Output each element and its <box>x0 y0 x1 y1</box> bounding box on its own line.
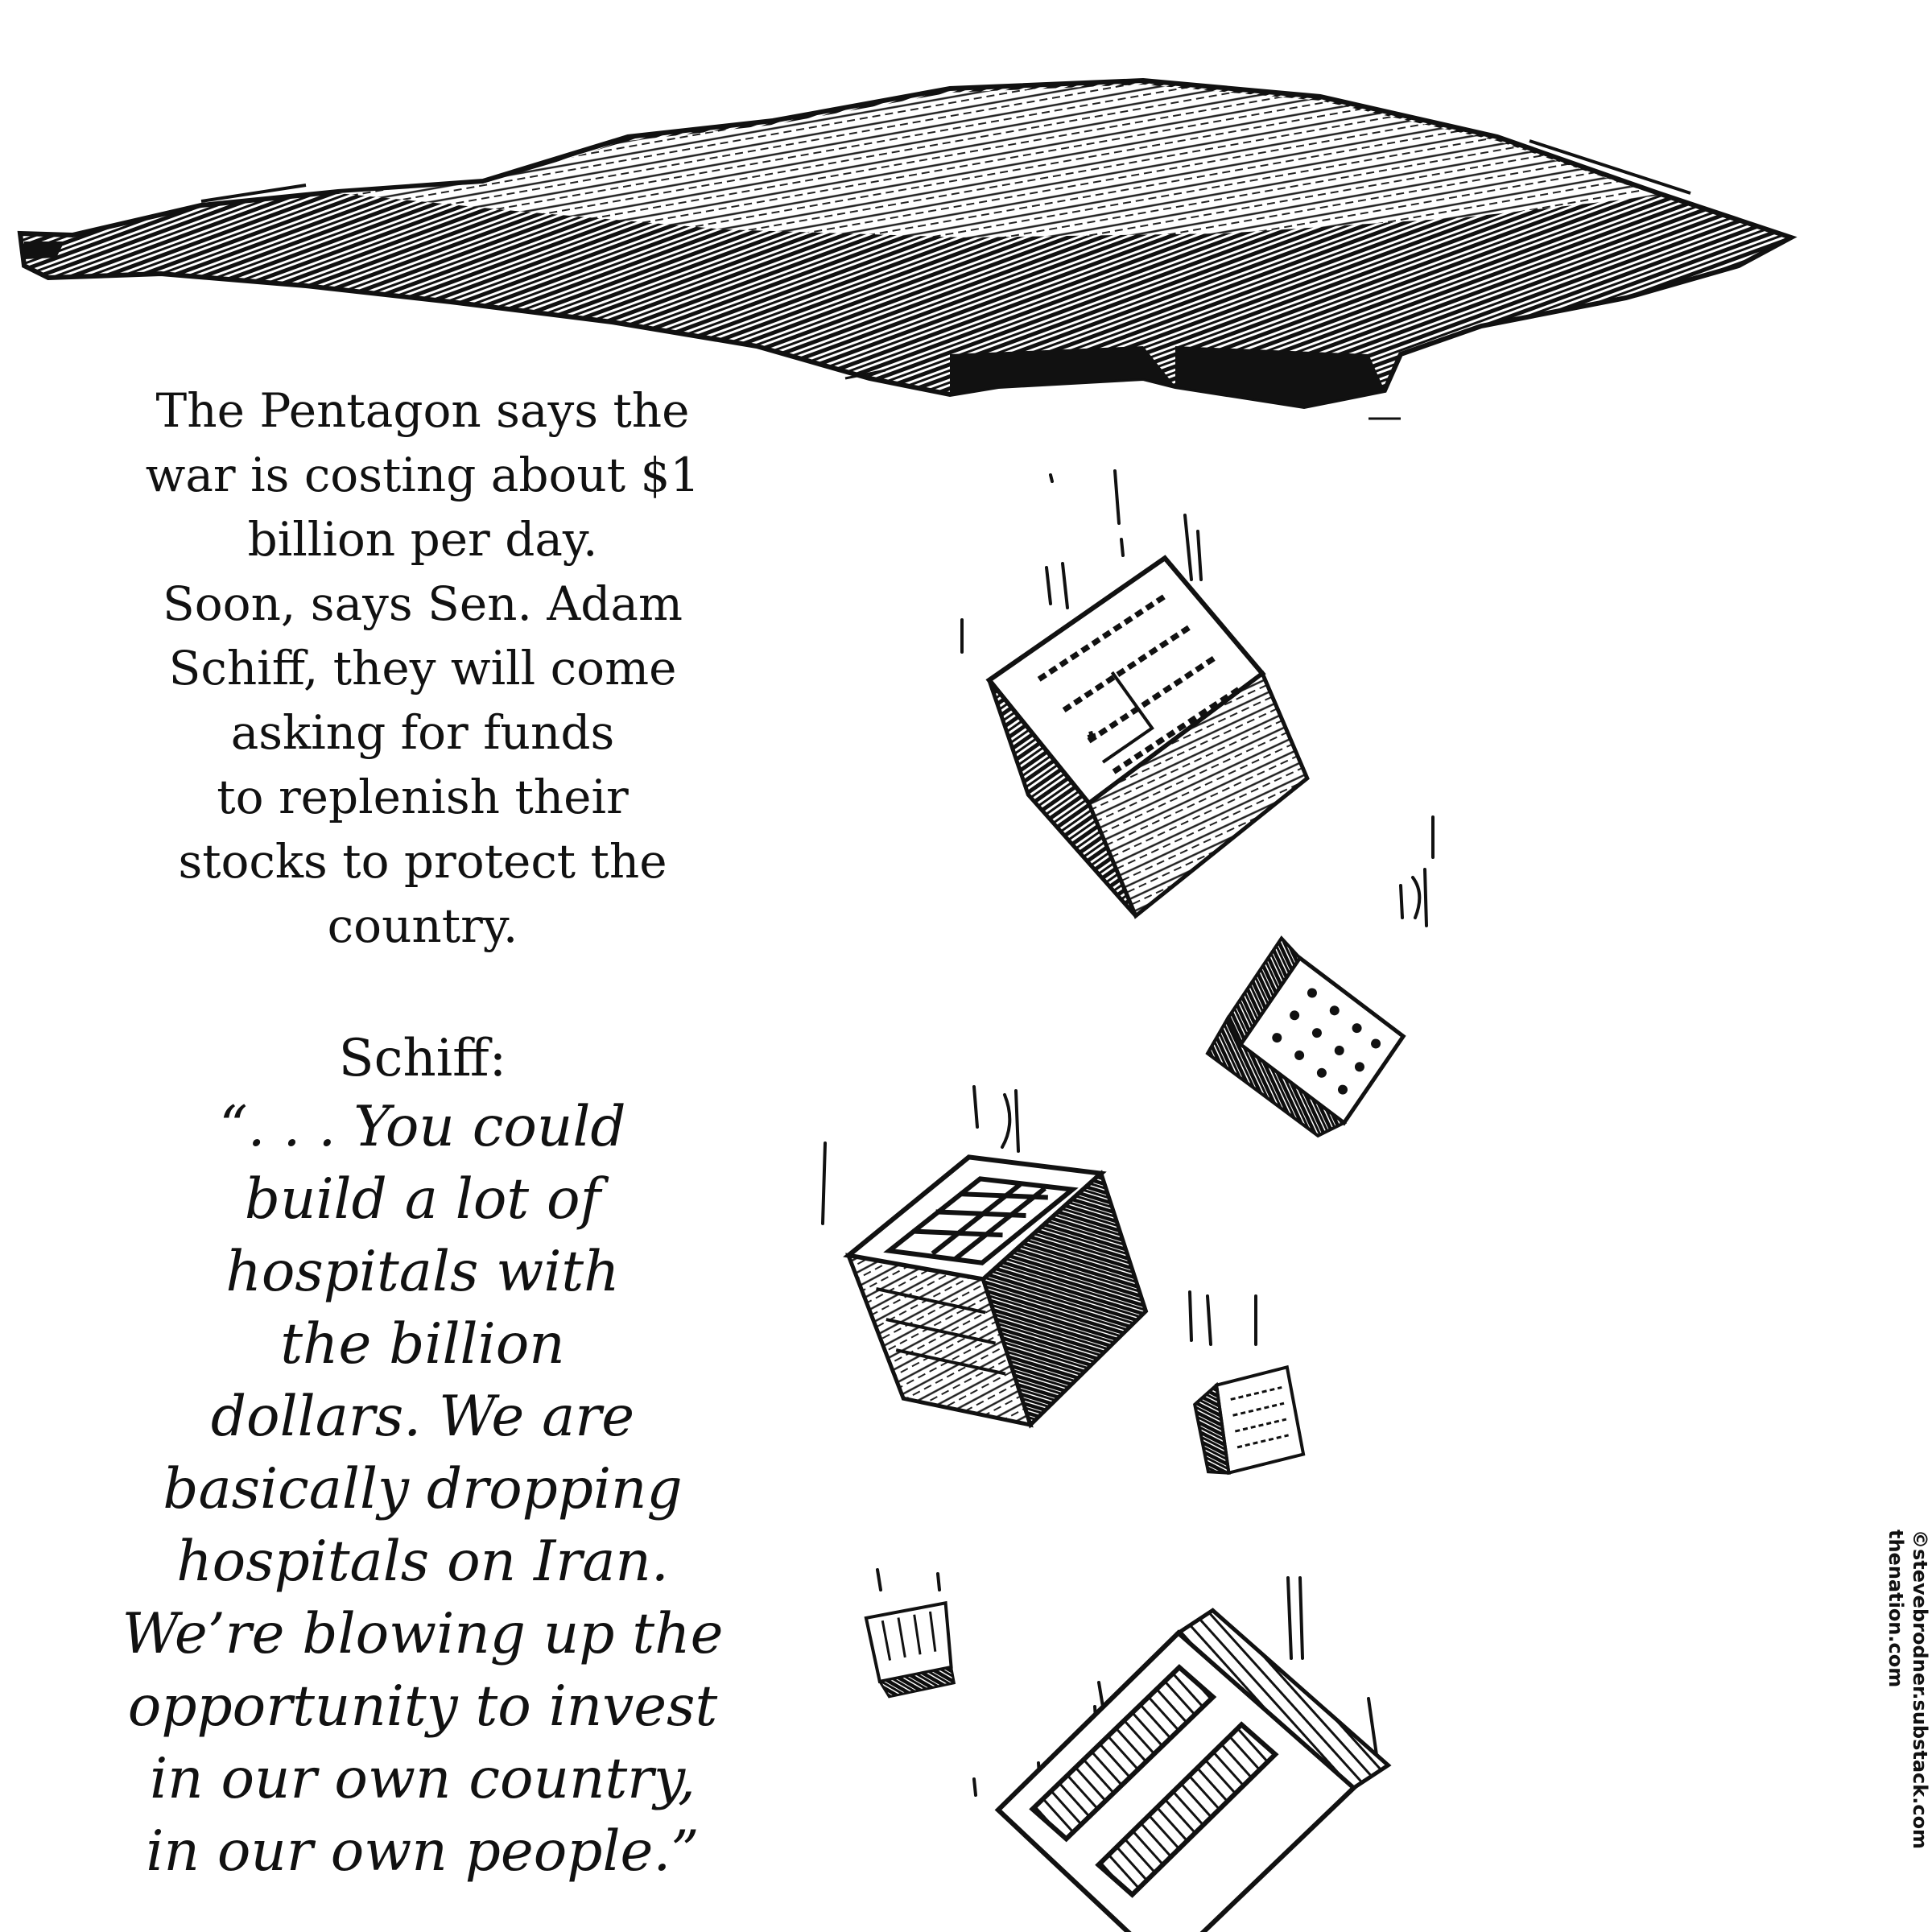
stealth-bomber-drawing <box>20 80 1791 419</box>
speaker-label: Schiff: <box>338 1029 507 1088</box>
hospital-building-4 <box>1191 1367 1304 1476</box>
quote-line: “. . . You could <box>219 1095 626 1159</box>
credit-substack: ©stevebrodner.substack.com <box>1909 1530 1931 1850</box>
intro-line: billion per day. <box>247 512 598 567</box>
intro-line: Soon, says Sen. Adam <box>163 576 683 631</box>
quote-line: hospitals with <box>225 1240 620 1304</box>
quote-line: dollars. We are <box>210 1385 635 1449</box>
quote-line: in our own people.” <box>146 1819 700 1884</box>
quote-line: basically dropping <box>163 1457 683 1521</box>
intro-line: Schiff, they will come <box>168 641 677 696</box>
quote-line: build a lot of <box>244 1167 601 1232</box>
hospital-building-6 <box>959 1571 1427 1932</box>
quote-line: the billion <box>280 1312 565 1377</box>
credit-nation: thenation.com <box>1885 1530 1907 1688</box>
hospital-building-1 <box>971 537 1331 936</box>
intro-line: to replenish their <box>217 770 629 824</box>
credits-rotated <box>1884 1530 1932 1900</box>
intro-caption <box>105 378 741 958</box>
quote-text <box>105 1091 741 1888</box>
hospital-building-5 <box>865 1603 955 1698</box>
credits <box>1852 1530 1932 1900</box>
intro-line: country. <box>327 898 518 953</box>
intro-line: war is costing about $1 <box>145 448 700 502</box>
quote-line: opportunity to invest <box>127 1674 718 1739</box>
intro-line: stocks to protect the <box>178 834 667 889</box>
intro-line: asking for funds <box>230 705 615 760</box>
intro-line: The Pentagon says the <box>155 383 690 438</box>
quote-line: in our own country, <box>150 1747 696 1811</box>
hospital-building-2 <box>1199 935 1415 1148</box>
hospital-building-3 <box>831 1120 1168 1462</box>
quote-line: We’re blowing up the <box>122 1602 724 1666</box>
quote-line: hospitals on Iran. <box>176 1530 669 1594</box>
